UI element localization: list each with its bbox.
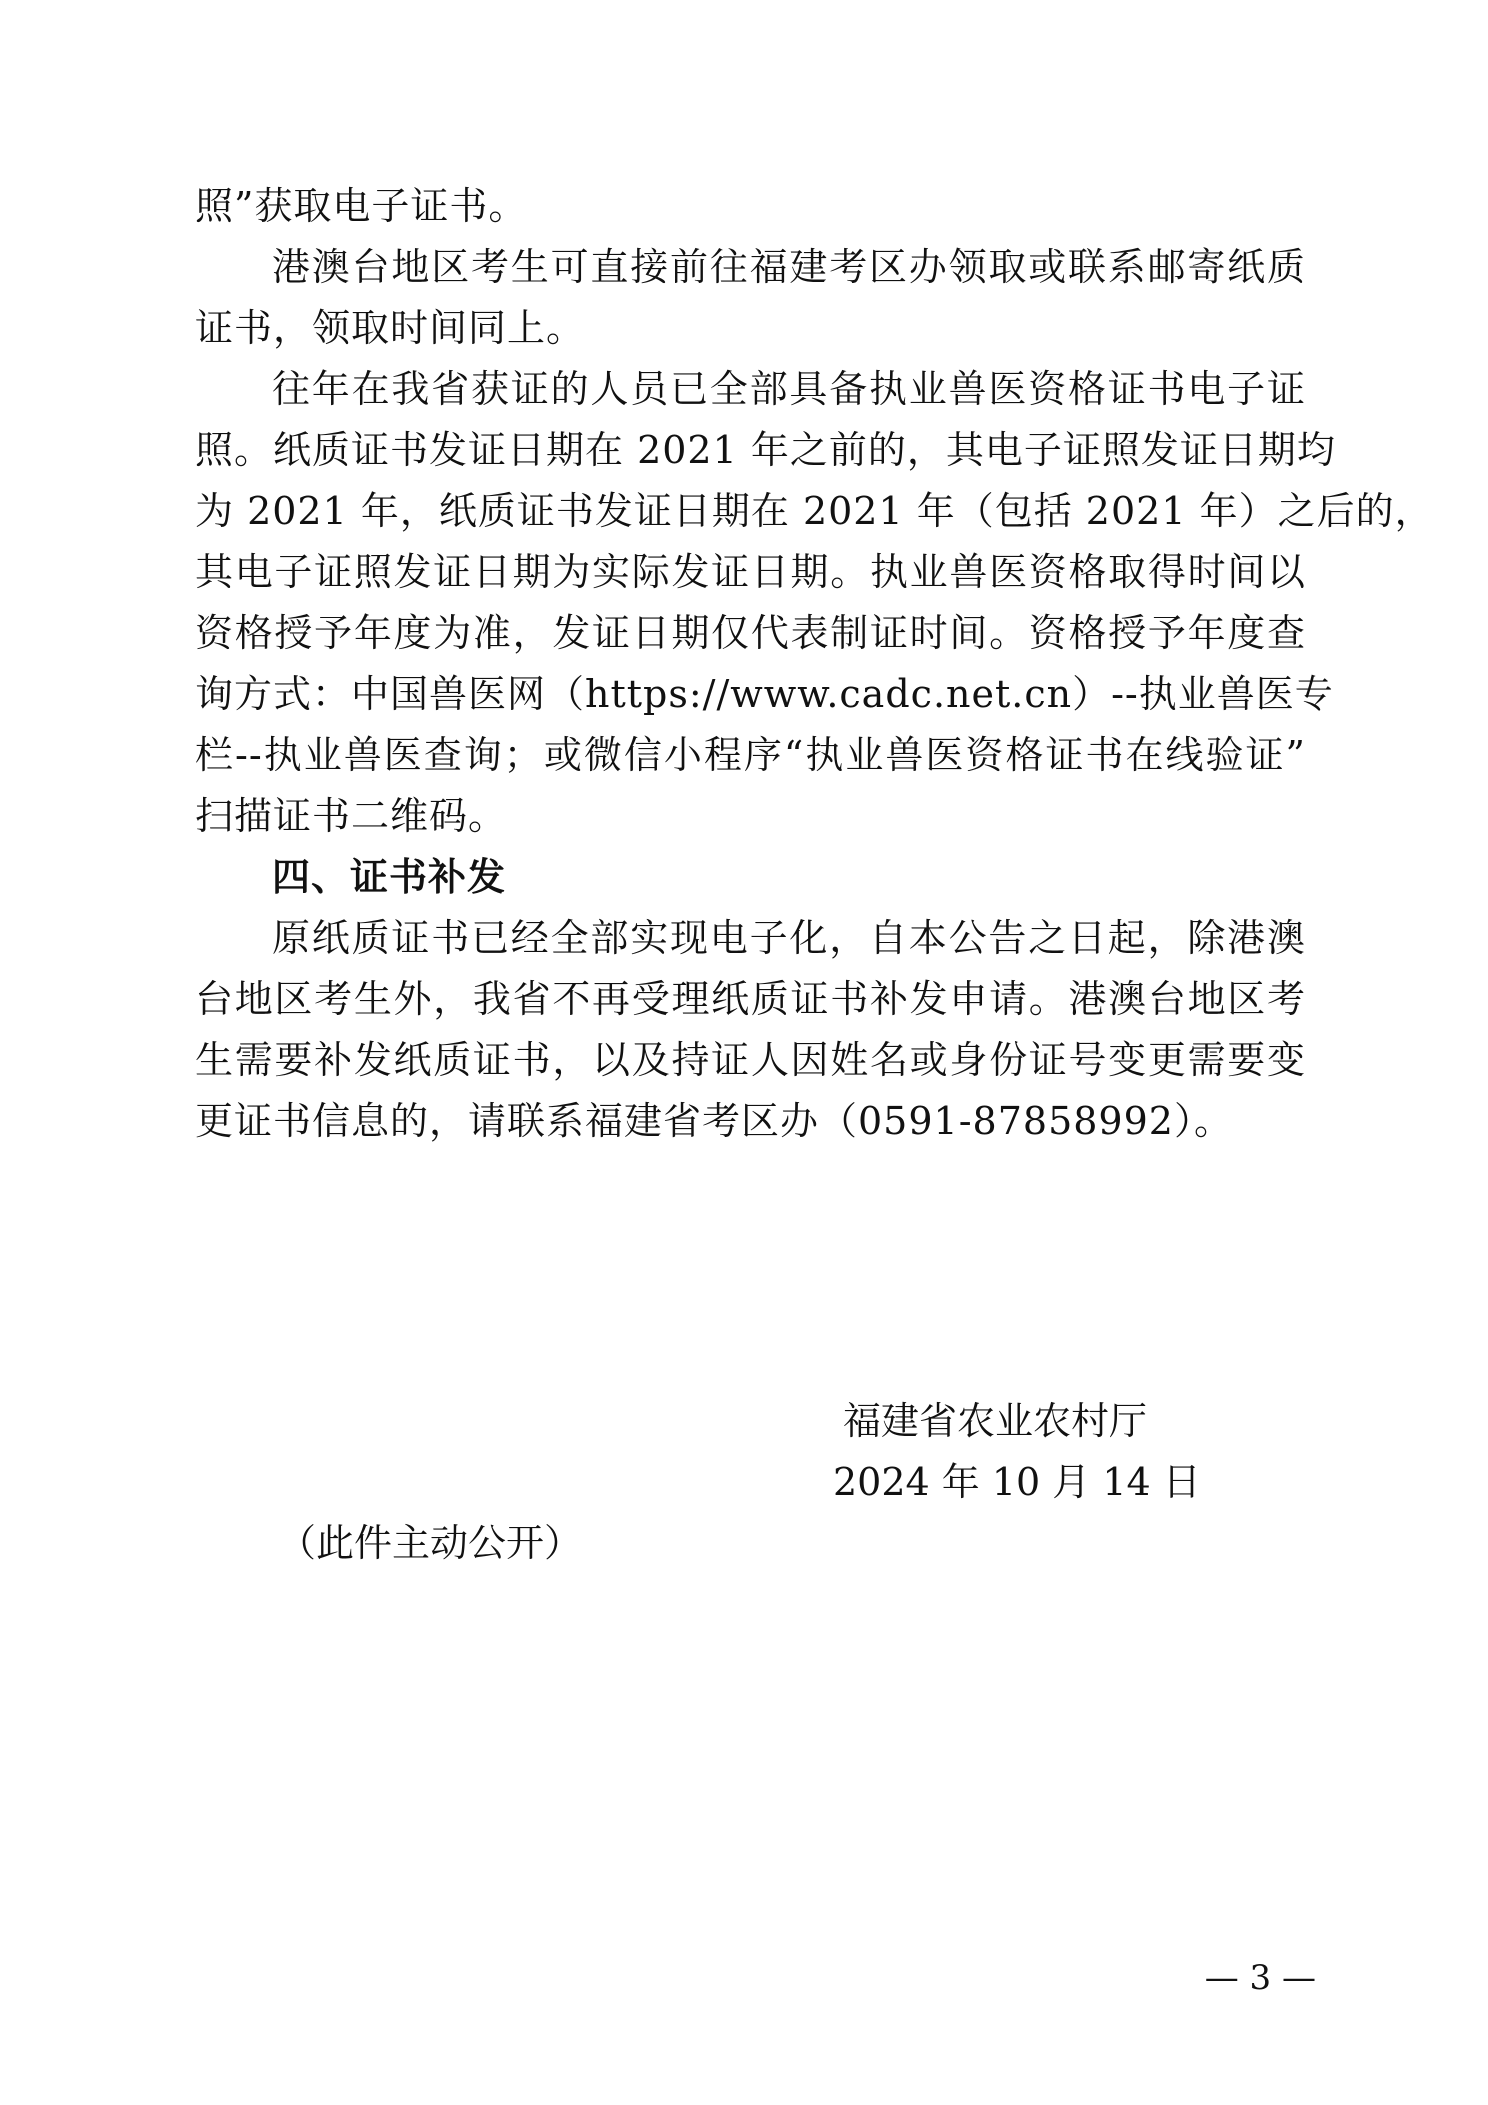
paragraph-line: 证书，领取时间同上。: [195, 306, 586, 350]
issuing-organization: 福建省农业农村厅: [843, 1399, 1148, 1443]
section-heading: 四、证书补发: [272, 855, 507, 899]
paragraph-line: 其电子证照发证日期为实际发证日期。执业兽医资格取得时间以: [195, 550, 1306, 594]
paragraph-line: 资格授予年度为准，发证日期仅代表制证时间。资格授予年度查: [195, 611, 1306, 655]
paragraph-line: 原纸质证书已经全部实现电子化，自本公告之日起，除港澳: [272, 916, 1306, 960]
paragraph-line: 往年在我省获证的人员已全部具备执业兽医资格证书电子证: [272, 367, 1306, 411]
issue-date: 2024 年 10 月 14 日: [833, 1460, 1201, 1504]
disclosure-note: （此件主动公开）: [278, 1521, 583, 1565]
paragraph-line: 照”获取电子证书。: [195, 184, 528, 228]
paragraph-line: 生需要补发纸质证书，以及持证人因姓名或身份证号变更需要变: [195, 1038, 1306, 1082]
paragraph-line: 询方式：中国兽医网（https://www.cadc.net.cn）--执业兽医专: [195, 672, 1334, 716]
page-number: — 3 —: [1204, 1958, 1316, 1998]
paragraph-line: 港澳台地区考生可直接前往福建考区办领取或联系邮寄纸质: [272, 245, 1306, 289]
paragraph-line: 为 2021 年，纸质证书发证日期在 2021 年（包括 2021 年）之后的，: [195, 489, 1434, 533]
paragraph-line: 扫描证书二维码。: [195, 794, 508, 838]
paragraph-line: 照。纸质证书发证日期在 2021 年之前的，其电子证照发证日期均: [195, 428, 1336, 472]
paragraph-line: 更证书信息的，请联系福建省考区办（0591-87858992）。: [195, 1099, 1233, 1143]
paragraph-line: 栏--执业兽医查询；或微信小程序“执业兽医资格证书在线验证”: [195, 733, 1306, 777]
paragraph-line: 台地区考生外，我省不再受理纸质证书补发申请。港澳台地区考: [195, 977, 1306, 1021]
